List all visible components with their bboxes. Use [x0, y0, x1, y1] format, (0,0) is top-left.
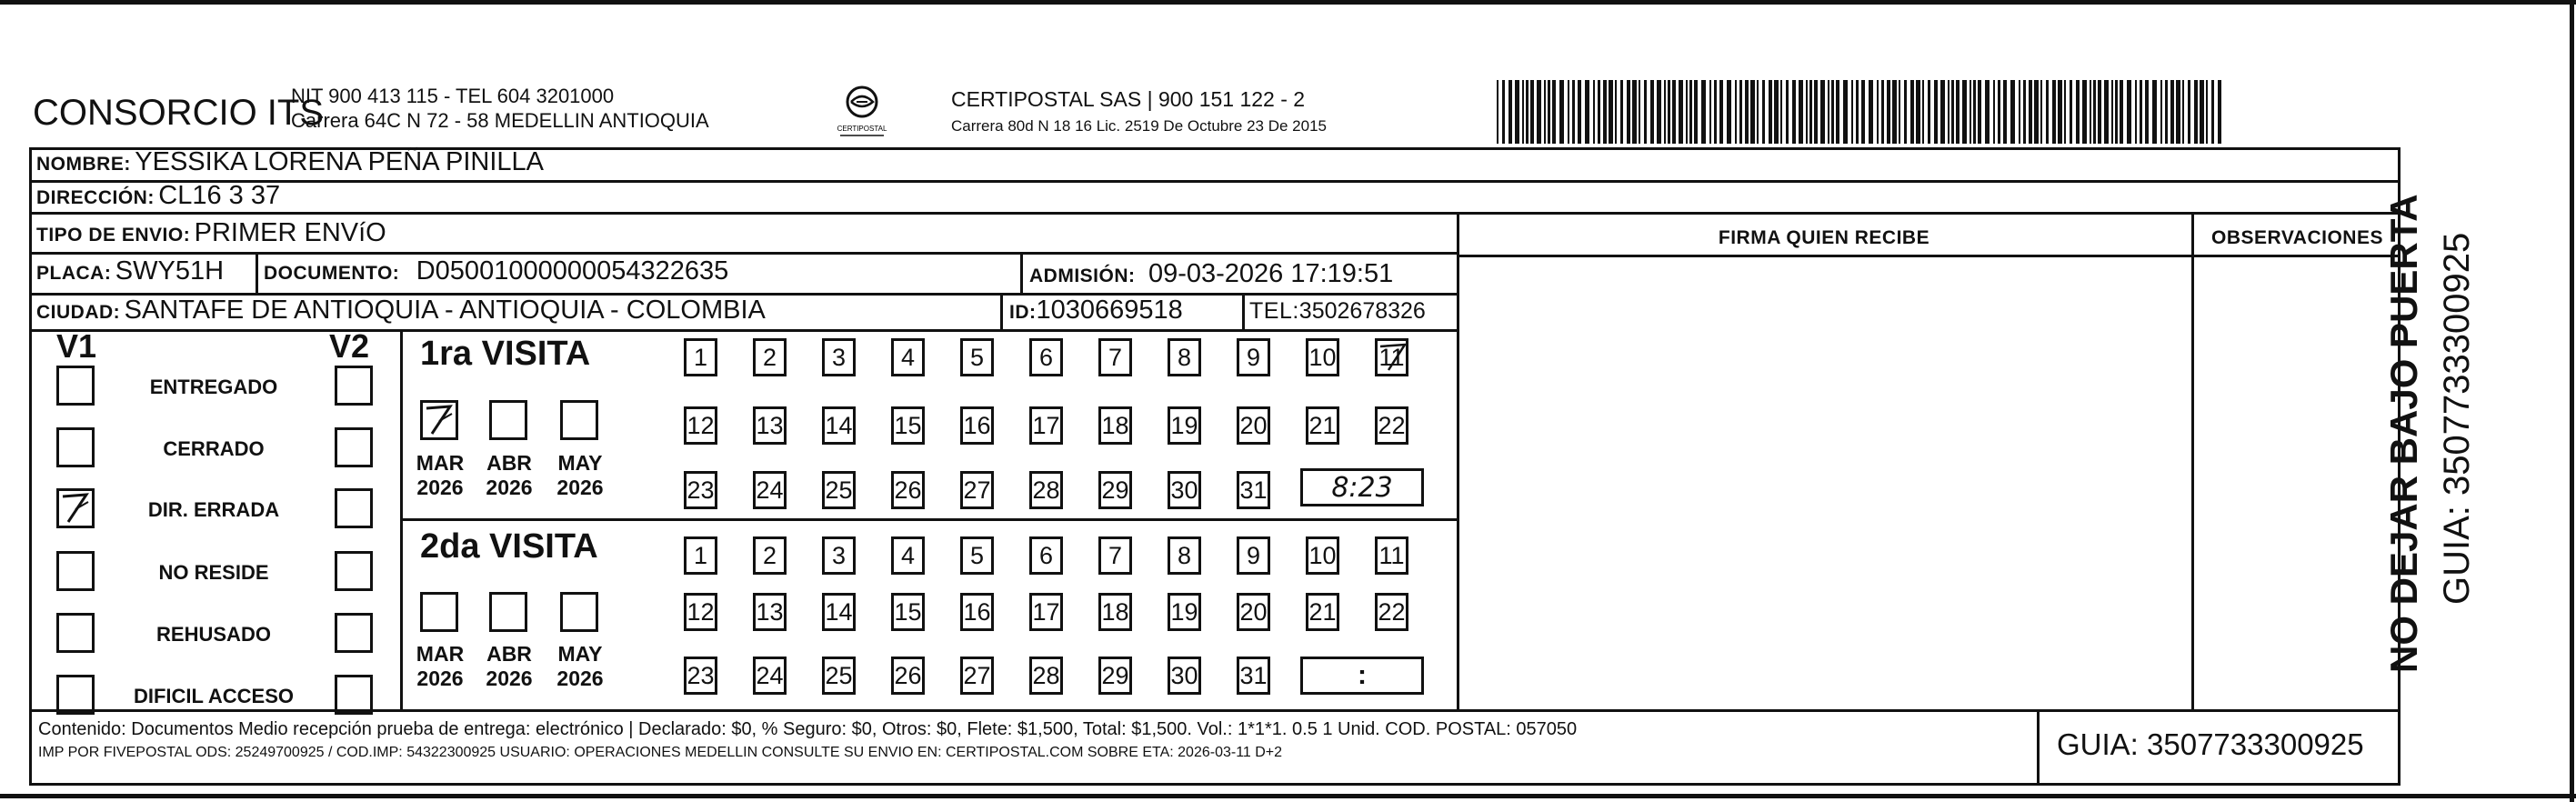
footer-line1: Contenido: Documentos Medio recepción prueba de entrega: electrónico | Declarado: $0, % Seguro: $0, Otros: $0, Flete: $1,500, Total: $1,500. Vol.: 1*1*1. 0.5 1 Unid. COD. POSTAL: 057050	[38, 719, 1578, 739]
barcode-bar	[1689, 80, 1692, 144]
visit1-month-label-mar: MAR 2026	[416, 451, 465, 499]
visit2-month-checkbox-abr[interactable]	[489, 592, 527, 632]
visit2-day-6[interactable]: 6	[1029, 536, 1063, 575]
barcode-bar	[2165, 80, 2168, 144]
direccion-row	[36, 181, 280, 211]
barcode-bar	[1701, 80, 1706, 144]
barcode-bar	[1904, 80, 1907, 144]
barcode-bar	[1881, 80, 1884, 144]
barcode-bar	[1877, 80, 1879, 144]
visit2-day-22[interactable]: 22	[1375, 593, 1408, 631]
status-label-dir-errada: DIR. ERRADA	[147, 498, 280, 521]
barcode-bar	[1639, 80, 1640, 144]
visit2-day-24[interactable]: 24	[753, 657, 787, 695]
barcode-bar	[2064, 80, 2066, 144]
visit2-day-14[interactable]: 14	[822, 593, 856, 631]
barcode-bar	[1774, 80, 1779, 144]
barcode-bar	[2120, 80, 2123, 144]
visit1-day-20[interactable]: 20	[1237, 406, 1270, 445]
barcode-bar	[1735, 80, 1737, 144]
tipo-value: PRIMER ENVíO	[194, 218, 386, 247]
ciudad-field	[36, 296, 766, 326]
visit1-day-5[interactable]: 5	[960, 338, 994, 376]
certipostal-license: Carrera 80d N 18 16 Lic. 2519 De Octubre 23 De 2015	[951, 117, 1327, 135]
barcode-bar	[1644, 80, 1647, 144]
visit1-day-14[interactable]: 14	[822, 406, 856, 445]
barcode-bar	[2182, 80, 2184, 144]
barcode-bar	[2093, 80, 2096, 144]
id-field	[1009, 296, 1183, 326]
status-label-entregado: ENTREGADO	[149, 376, 278, 398]
visit2-day-30[interactable]: 30	[1168, 657, 1201, 695]
barcode-bar	[2206, 80, 2208, 144]
barcode-bar	[2098, 80, 2101, 144]
barcode-bar	[1985, 80, 1990, 144]
barcode-bar	[1916, 80, 1920, 144]
side-warning: NO DEJAR BAJO PUERTA	[2382, 194, 2425, 673]
v2-checkbox-dir-errada[interactable]	[335, 488, 373, 528]
barcode-bar	[1780, 80, 1782, 144]
visit1-day-15[interactable]: 15	[891, 406, 925, 445]
barcode-bar	[1530, 80, 1534, 144]
barcode-bar	[1998, 80, 2000, 144]
signature-area[interactable]	[1460, 257, 2190, 707]
barcode-bar	[2058, 80, 2062, 144]
barcode-bar	[1843, 80, 1848, 144]
footer-line2: IMP POR FIVEPOSTAL ODS: 25249700925 / COD.IMP: 54322300925 USUARIO: OPERACIONES MEDELLIN CONSULTE SU ENVIO EN: CERTIPOSTAL.COM SOBRE ETA: 2026-03-11 D+2	[38, 745, 1283, 760]
barcode-bar	[1497, 80, 1498, 144]
barcode-bar	[1836, 80, 1839, 144]
barcode-bar	[1679, 80, 1683, 144]
visit2-month-label-mar: MAR 2026	[416, 642, 465, 690]
barcode-bar	[1544, 80, 1546, 144]
visit1-day-26[interactable]: 26	[891, 471, 925, 509]
barcode-bar	[1762, 80, 1765, 144]
company-info	[291, 84, 709, 133]
barcode-bar	[1552, 80, 1556, 144]
visit2-day-11[interactable]: 11	[1375, 536, 1408, 575]
visit2-day-12[interactable]: 12	[684, 593, 717, 631]
tel-field	[1249, 298, 1426, 325]
v2-checkbox-entregado[interactable]	[335, 366, 373, 406]
barcode-bar	[1993, 80, 1995, 144]
barcode-bar	[1970, 80, 1971, 144]
barcode-bar	[1598, 80, 1600, 144]
observaciones-header: OBSERVACIONES	[2211, 227, 2383, 248]
barcode-bar	[1922, 80, 1924, 144]
v2-header: V2	[329, 327, 370, 365]
frame-bottom-edge	[0, 794, 2576, 798]
barcode-bar	[2200, 80, 2204, 144]
visit1-day-9[interactable]: 9	[1237, 338, 1270, 376]
barcode-bar	[1709, 80, 1711, 144]
barcode-bar	[1892, 80, 1897, 144]
tel-label: TEL:	[1249, 298, 1299, 324]
visit1-day-22[interactable]: 22	[1375, 406, 1408, 445]
barcode-bar	[1593, 80, 1595, 144]
barcode-bar	[2104, 80, 2109, 144]
barcode-bar	[2040, 80, 2042, 144]
barcode-bar	[1799, 80, 1803, 144]
v1-checkbox-entregado[interactable]	[56, 366, 95, 406]
barcode-bar	[2019, 80, 2020, 144]
v1-checkbox-dir-errada[interactable]	[56, 488, 95, 528]
barcode-bar	[1657, 80, 1661, 144]
visit1-day-12[interactable]: 12	[684, 406, 717, 445]
company-address: Carrera 64C N 72 - 58 MEDELLIN ANTIOQUIA	[291, 109, 709, 132]
visit2-title: 2da VISITA	[420, 527, 598, 566]
visit2-day-9[interactable]: 9	[1237, 536, 1270, 575]
barcode-bar	[2023, 80, 2026, 144]
tipo-row	[36, 218, 386, 248]
barcode-bar	[1672, 80, 1676, 144]
visit2-day-8[interactable]: 8	[1168, 536, 1201, 575]
visit1-day-19[interactable]: 19	[1168, 406, 1201, 445]
barcode-bar	[1851, 80, 1853, 144]
documento-label: DOCUMENTO:	[264, 263, 400, 284]
barcode-bar	[1887, 80, 1890, 144]
barcode-bar	[1632, 80, 1637, 144]
visit2-day-16[interactable]: 16	[960, 593, 994, 631]
barcode-bar	[1515, 80, 1519, 144]
barcode-bar	[2194, 80, 2198, 144]
barcode-bar	[1856, 80, 1859, 144]
barcode-bar	[1568, 80, 1569, 144]
barcode-bar	[1973, 80, 1976, 144]
nombre-row	[36, 147, 544, 177]
barcode-bar	[1526, 80, 1529, 144]
barcode-bar	[1934, 80, 1938, 144]
barcode-bar	[2046, 80, 2049, 144]
company-name: CONSORCIO ITS	[33, 93, 325, 133]
visit2-day-15[interactable]: 15	[891, 593, 925, 631]
visit1-day-13[interactable]: 13	[753, 406, 787, 445]
barcode-bar	[1899, 80, 1900, 144]
barcode-bar	[2034, 80, 2039, 144]
visit2-day-26[interactable]: 26	[891, 657, 925, 695]
certipostal-info	[951, 85, 1327, 140]
barcode-bar	[1828, 80, 1829, 144]
certipostal-logo	[835, 84, 889, 147]
observations-area[interactable]	[2195, 257, 2399, 707]
status-label-dificil-acceso: DIFICIL ACCESO	[133, 685, 294, 707]
visit2-day-21[interactable]: 21	[1306, 593, 1339, 631]
visit2-day-5[interactable]: 5	[960, 536, 994, 575]
barcode-bar	[1861, 80, 1865, 144]
visit1-day-29[interactable]: 29	[1098, 471, 1132, 509]
barcode-bar	[1806, 80, 1808, 144]
visit2-month-label-may: MAY 2026	[556, 642, 604, 690]
visit1-day-18[interactable]: 18	[1098, 406, 1132, 445]
v1-checkbox-dificil-acceso[interactable]	[56, 675, 95, 715]
barcode-bar	[1792, 80, 1796, 144]
visit2-day-20[interactable]: 20	[1237, 593, 1270, 631]
id-value: 1030669518	[1036, 296, 1183, 325]
certipostal-nit: CERTIPOSTAL SAS | 900 151 122 - 2	[951, 87, 1306, 111]
barcode-bar	[1739, 80, 1742, 144]
side-guia: GUIA: 3507733300925	[2437, 232, 2477, 605]
barcode-bar	[1727, 80, 1731, 144]
placa-field	[36, 256, 224, 286]
barcode-bar	[1620, 80, 1623, 144]
barcode-bar	[2029, 80, 2032, 144]
footer-content	[38, 718, 1577, 764]
visit2-time[interactable]: :	[1300, 657, 1424, 695]
barcode-bar	[1686, 80, 1688, 144]
visit2-day-13[interactable]: 13	[753, 593, 787, 631]
visit1-month-label-may: MAY 2026	[556, 451, 604, 499]
visit2-day-23[interactable]: 23	[684, 657, 717, 695]
visit1-day-10[interactable]: 10	[1306, 338, 1339, 376]
visit1-month-checkbox-mar[interactable]	[420, 400, 458, 440]
barcode-bar	[1814, 80, 1818, 144]
documento-field	[264, 256, 728, 286]
barcode-bar	[1769, 80, 1772, 144]
visit1-day-23[interactable]: 23	[684, 471, 717, 509]
barcode-bar	[2115, 80, 2118, 144]
visit1-day-7[interactable]: 7	[1098, 338, 1132, 376]
barcode-bar	[1940, 80, 1945, 144]
nombre-label: NOMBRE:	[36, 154, 131, 175]
visit1-day-17[interactable]: 17	[1029, 406, 1063, 445]
documento-value: D05001000000054322635	[416, 256, 729, 286]
visit2-day-25[interactable]: 25	[822, 657, 856, 695]
barcode-bar	[1962, 80, 1967, 144]
direccion-value: CL16 3 37	[158, 181, 281, 210]
visit1-day-1[interactable]: 1	[684, 338, 717, 376]
visit1-day-24[interactable]: 24	[753, 471, 787, 509]
visit1-day-31[interactable]: 31	[1237, 471, 1270, 509]
visit1-day-27[interactable]: 27	[960, 471, 994, 509]
visit1-day-2[interactable]: 2	[753, 338, 787, 376]
visit2-day-31[interactable]: 31	[1237, 657, 1270, 695]
barcode-bar	[2003, 80, 2007, 144]
barcode-bar	[1615, 80, 1617, 144]
barcode-bar	[2218, 80, 2221, 144]
barcode-bar	[2170, 80, 2174, 144]
barcode-bar	[1956, 80, 1960, 144]
visit1-day-25[interactable]: 25	[822, 471, 856, 509]
barcode-bar	[1745, 80, 1749, 144]
direccion-label: DIRECCIÓN:	[36, 187, 155, 208]
barcode-bar	[1578, 80, 1581, 144]
v2-checkbox-dificil-acceso[interactable]	[335, 675, 373, 715]
company-nit: NIT 900 413 115 - TEL 604 3201000	[291, 85, 615, 107]
status-label-rehusado: REHUSADO	[156, 623, 271, 646]
visit1-title: 1ra VISITA	[420, 335, 591, 373]
visit1-month-label-abr: ABR 2026	[486, 451, 533, 499]
visit2-day-7[interactable]: 7	[1098, 536, 1132, 575]
barcode-bar	[1809, 80, 1812, 144]
barcode-bar	[2188, 80, 2190, 144]
barcode-bar	[1928, 80, 1930, 144]
v1-checkbox-rehusado[interactable]	[56, 613, 95, 653]
visit2-day-2[interactable]: 2	[753, 536, 787, 575]
v1-checkbox-no-reside[interactable]	[56, 551, 95, 591]
barcode-bar	[1502, 80, 1505, 144]
v1-checkbox-cerrado[interactable]	[56, 427, 95, 467]
admision-value: 09-03-2026 17:19:51	[1148, 259, 1394, 288]
admision-label: ADMISIÓN:	[1029, 266, 1136, 286]
visit1-day-11[interactable]: 11	[1375, 338, 1408, 376]
nombre-value: YESSIKA LORENA PEÑA PINILLA	[135, 147, 544, 176]
admision-field	[1029, 259, 1393, 289]
logo-text: CERTIPOSTAL	[837, 125, 887, 133]
v2-checkbox-rehusado[interactable]	[335, 613, 373, 653]
barcode-bar	[1668, 80, 1670, 144]
visit2-month-checkbox-mar[interactable]	[420, 592, 458, 632]
visit2-day-18[interactable]: 18	[1098, 593, 1132, 631]
ciudad-value: SANTAFE DE ANTIOQUIA - ANTIOQUIA - COLOMBIA	[124, 296, 766, 325]
visit1-day-6[interactable]: 6	[1029, 338, 1063, 376]
visit1-day-16[interactable]: 16	[960, 406, 994, 445]
barcode-bar	[1694, 80, 1698, 144]
barcode-bar	[1609, 80, 1613, 144]
visit2-month-checkbox-may[interactable]	[560, 592, 598, 632]
barcode-bar	[2160, 80, 2162, 144]
visit1-time[interactable]: 8:23	[1300, 468, 1424, 506]
barcode-bar	[2145, 80, 2149, 144]
barcode-bar	[2176, 80, 2180, 144]
tipo-label: TIPO DE ENVIO:	[36, 225, 191, 246]
barcode-bar	[1559, 80, 1564, 144]
visit1-month-checkbox-abr[interactable]	[489, 400, 527, 440]
visit2-day-10[interactable]: 10	[1306, 536, 1339, 575]
barcode-bar	[1910, 80, 1914, 144]
status-label-cerrado: CERRADO	[163, 437, 265, 460]
id-label: ID:	[1009, 302, 1037, 323]
visit2-day-17[interactable]: 17	[1029, 593, 1063, 631]
barcode-bar	[1869, 80, 1873, 144]
visit2-month-label-abr: ABR 2026	[486, 642, 533, 690]
visit1-day-30[interactable]: 30	[1168, 471, 1201, 509]
barcode-bar	[1522, 80, 1524, 144]
visit2-day-1[interactable]: 1	[684, 536, 717, 575]
frame-top-edge	[0, 0, 2576, 5]
barcode-bar	[2082, 80, 2087, 144]
placa-value: SWY51H	[115, 256, 225, 286]
visit1-month-checkbox-may[interactable]	[560, 400, 598, 440]
barcode-bar	[2111, 80, 2113, 144]
visit2-day-27[interactable]: 27	[960, 657, 994, 695]
barcode-bar	[1831, 80, 1834, 144]
barcode-bar	[1664, 80, 1666, 144]
barcode-bar	[1603, 80, 1607, 144]
barcode-bar	[2076, 80, 2080, 144]
v1-header: V1	[56, 327, 97, 365]
status-label-no-reside: NO RESIDE	[158, 561, 269, 584]
visit1-day-4[interactable]: 4	[891, 338, 925, 376]
visit2-day-29[interactable]: 29	[1098, 657, 1132, 695]
barcode-bar	[1786, 80, 1789, 144]
barcode-bar	[2140, 80, 2142, 144]
visit1-day-28[interactable]: 28	[1029, 471, 1063, 509]
barcode-bar	[2010, 80, 2015, 144]
visit1-day-21[interactable]: 21	[1306, 406, 1339, 445]
tel-value: 3502678326	[1298, 298, 1426, 324]
barcode-bar	[2127, 80, 2131, 144]
barcode-bar	[1978, 80, 1981, 144]
barcode-bar	[2135, 80, 2137, 144]
visit2-day-3[interactable]: 3	[822, 536, 856, 575]
firma-header: FIRMA QUIEN RECIBE	[1718, 227, 1930, 248]
v2-checkbox-cerrado[interactable]	[335, 427, 373, 467]
barcode-bar	[2070, 80, 2072, 144]
barcode-bar	[1820, 80, 1825, 144]
v2-checkbox-no-reside[interactable]	[335, 551, 373, 591]
barcode-bar	[1750, 80, 1755, 144]
barcode-bar	[1757, 80, 1759, 144]
visit2-day-4[interactable]: 4	[891, 536, 925, 575]
barcode-bar	[1948, 80, 1950, 144]
barcode-bar	[1548, 80, 1550, 144]
visit1-day-3[interactable]: 3	[822, 338, 856, 376]
barcode-bar	[1650, 80, 1654, 144]
visit2-day-19[interactable]: 19	[1168, 593, 1201, 631]
barcode-bar	[1719, 80, 1723, 144]
barcode-bar	[2090, 80, 2091, 144]
barcode-bar	[1714, 80, 1717, 144]
barcode-bar	[1572, 80, 1575, 144]
barcode-bar	[2152, 80, 2157, 144]
barcode-bar	[1537, 80, 1541, 144]
barcode-bar	[2211, 80, 2214, 144]
guia-footer: GUIA: 3507733300925	[2057, 727, 2364, 761]
barcode-bar	[1627, 80, 1630, 144]
barcode-bar	[2052, 80, 2056, 144]
barcode-bar	[1951, 80, 1954, 144]
visit2-day-28[interactable]: 28	[1029, 657, 1063, 695]
visit1-day-8[interactable]: 8	[1168, 338, 1201, 376]
placa-label: PLACA:	[36, 263, 112, 284]
frame-right-edge	[2570, 0, 2574, 802]
barcode-bar	[1509, 80, 1512, 144]
barcode-bar	[1585, 80, 1589, 144]
barcode	[1497, 80, 2222, 144]
ciudad-label: CIUDAD:	[36, 302, 121, 323]
